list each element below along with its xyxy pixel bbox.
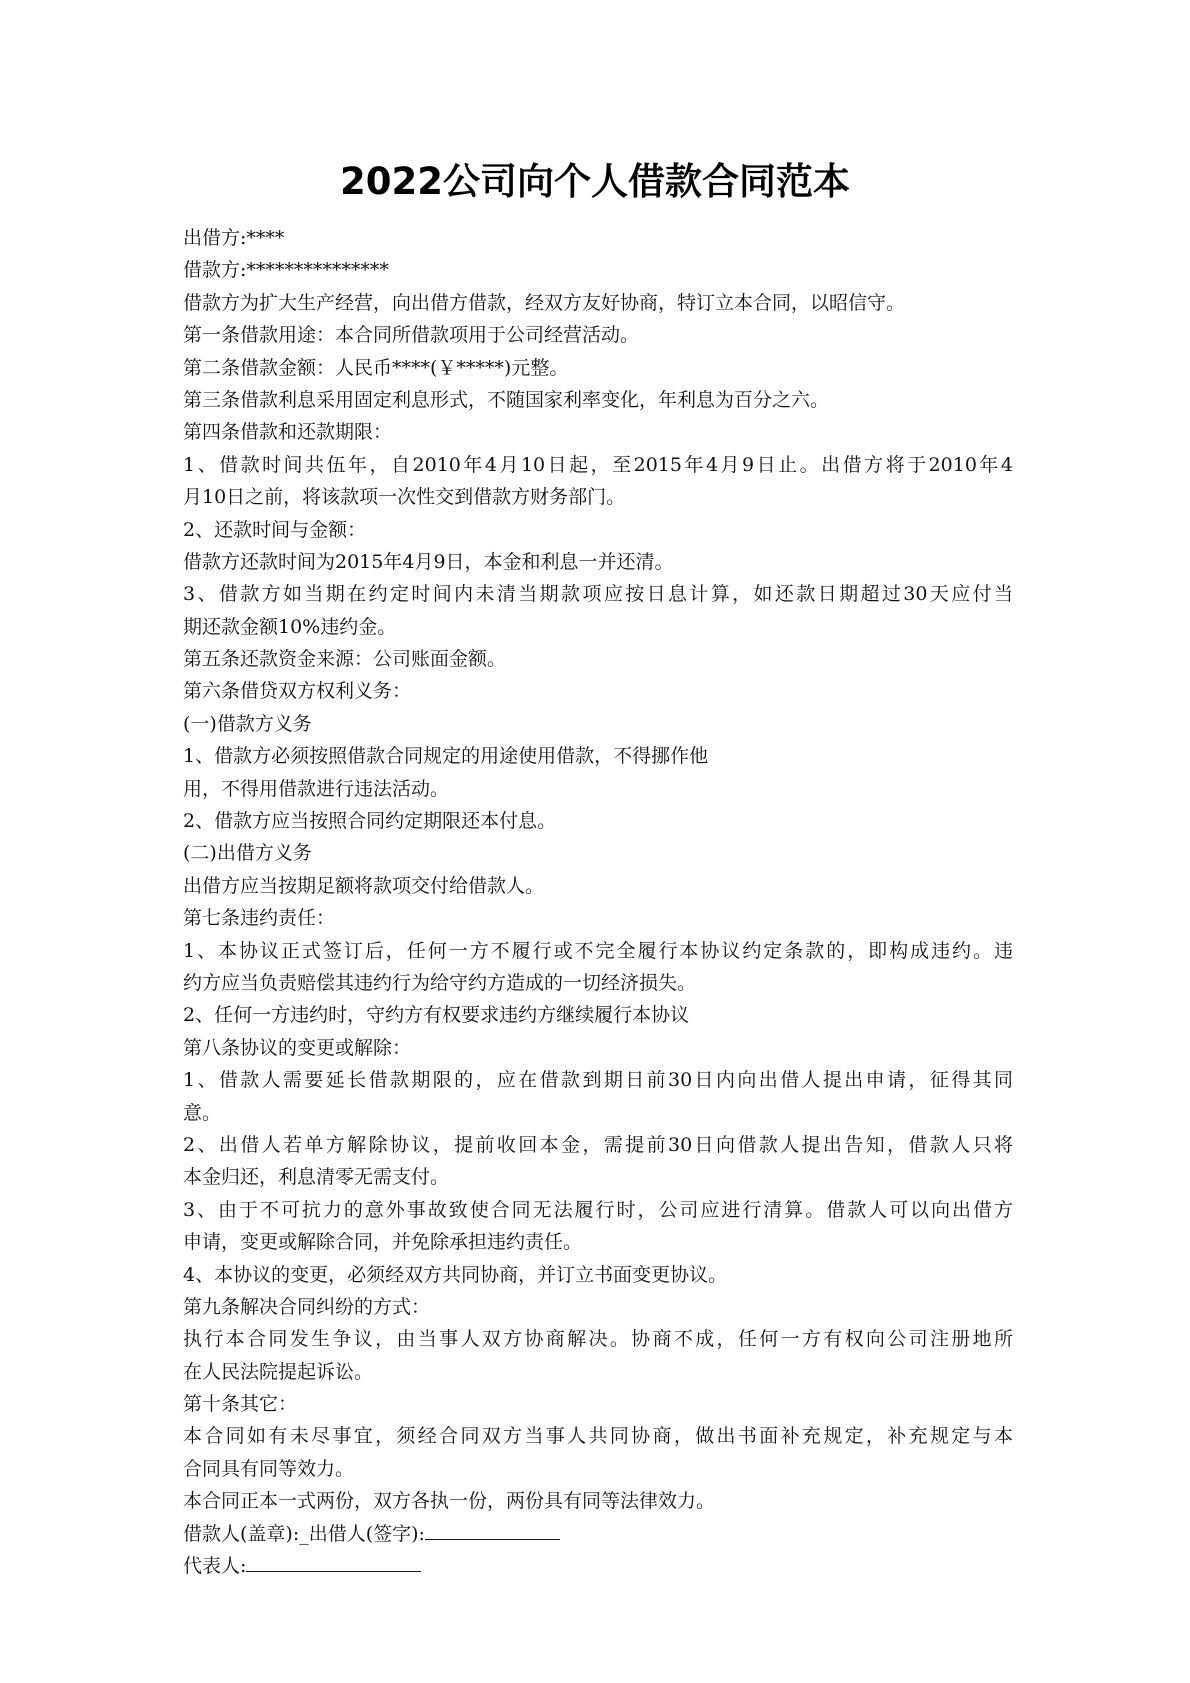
document-line: 第九条解决合同纠纷的方式：	[183, 1295, 431, 1318]
document-line: 约方应当负责赔偿其违约行为给守约方造成的一切经济损失。	[183, 971, 697, 994]
document-title: 2022公司向个人借款合同范本	[340, 160, 850, 203]
document-body	[183, 222, 1013, 1582]
document-line: 2、任何一方违约时，守约方有权要求违约方继续履行本协议	[183, 1004, 690, 1027]
document-line: 借款方还款时间为2015年4月9日，本金和利息一并还清。	[183, 550, 674, 573]
document-line: 第六条借贷双方权利义务：	[183, 680, 412, 703]
borrower-seal-label: 借款人(盖章):_	[183, 1522, 309, 1545]
signature-line-parties	[183, 1518, 1013, 1550]
document-line: 出借方:****	[183, 227, 285, 249]
document-line: 合同具有同等效力。	[183, 1457, 355, 1480]
document-line: 3、借款方如当期在约定时间内未清当期款项应按日息计算，如还款日期超过30天应付当	[183, 583, 1013, 606]
signature-line-representative	[183, 1550, 1013, 1582]
document-line: 本合同如有未尽事宜，须经合同双方当事人共同协商，做出书面补充规定，补充规定与本	[183, 1425, 1013, 1448]
document-line: (二)出借方义务	[183, 842, 312, 865]
document-line: 在人民法院提起诉讼。	[183, 1360, 374, 1383]
document-line: 1、借款人需要延长借款期限的，应在借款到期日前30日内向出借人提出申请，征得其同	[183, 1069, 1013, 1092]
document-line: 2、还款时间与金额：	[183, 518, 367, 541]
representative-label: 代表人:	[183, 1555, 247, 1578]
document-line: 2、借款方应当按照合同约定期限还本付息。	[183, 810, 557, 833]
lender-sign-label: 出借人(签字):	[308, 1522, 425, 1545]
document-line: 第四条借款和还款期限：	[183, 421, 393, 444]
document-line: 第八条协议的变更或解除：	[183, 1036, 412, 1059]
document-line: 第二条借款金额：人民币****(￥*****)元整。	[183, 356, 569, 379]
document-line: 第一条借款用途：本合同所借款项用于公司经营活动。	[183, 324, 640, 347]
document-line: 借款方为扩大生产经营，向出借方借款，经双方友好协商，特订立本合同，以昭信守。	[183, 291, 906, 314]
document-line: 本金归还，利息清零无需支付。	[183, 1166, 450, 1189]
document-line: 4、本协议的变更，必须经双方共同协商，并订立书面变更协议。	[183, 1263, 728, 1286]
document-line: 2、出借人若单方解除协议，提前收回本金，需提前30日向借款人提出告知，借款人只将	[183, 1133, 1013, 1156]
document-line: 用，不得用借款进行违法活动。	[183, 777, 450, 800]
document-line: 1、借款方必须按照借款合同规定的用途使用借款，不得挪作他	[183, 745, 709, 768]
document-line: 第七条违约责任：	[183, 907, 336, 930]
representative-blank	[246, 1551, 421, 1572]
document-line: 月10日之前，将该款项一次性交到借款方财务部门。	[183, 486, 626, 509]
document-line: 期还款金额10%违约金。	[183, 615, 397, 638]
document-line: 第三条借款利息采用固定利息形式，不随国家利率变化，年利息为百分之六。	[183, 388, 830, 411]
document-line: 借款方:***************	[183, 259, 389, 282]
document-line: 出借方应当按期足额将款项交付给借款人。	[183, 874, 545, 897]
document-line: 第五条还款资金来源：公司账面金额。	[183, 648, 507, 671]
document-line: 意。	[183, 1101, 222, 1124]
lender-sign-blank	[425, 1519, 560, 1540]
document-line: 1、借款时间共伍年，自2010年4月10日起，至2015年4月9日止。出借方将于2010年4	[183, 453, 1013, 476]
document-line: 第十条其它：	[183, 1393, 298, 1416]
document-line: 执行本合同发生争议，由当事人双方协商解决。协商不成，任何一方有权向公司注册地所	[183, 1328, 1013, 1351]
document-line: 本合同正本一式两份，双方各执一份，两份具有同等法律效力。	[183, 1490, 716, 1513]
document-line: 3、由于不可抗力的意外事故致使合同无法履行时，公司应进行清算。借款人可以向出借方	[183, 1198, 1013, 1221]
document-line: 申请，变更或解除合同，并免除承担违约责任。	[183, 1231, 583, 1254]
document-line: 1、本协议正式签订后，任何一方不履行或不完全履行本协议约定条款的，即构成违约。违	[183, 939, 1013, 962]
contract-text	[183, 222, 1013, 1518]
document-line: (一)借款方义务	[183, 712, 312, 735]
